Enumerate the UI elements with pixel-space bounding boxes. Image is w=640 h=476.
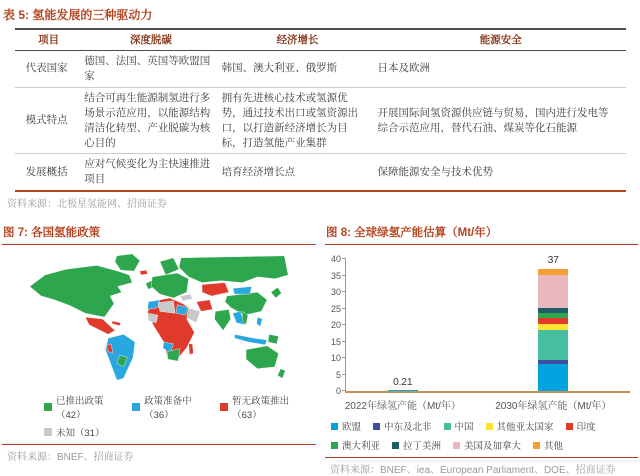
legend-label: 拉丁美洲 [403, 441, 442, 453]
table5-row-label: 发展概括 [15, 154, 82, 190]
legend-item [331, 419, 361, 433]
x-axis-category-label: 2030年绿氢产能（Mt/年） [495, 401, 612, 413]
figure7-panel [2, 224, 316, 476]
legend-item [533, 438, 563, 452]
table5-col-header: 项目 [15, 29, 82, 51]
legend-item [444, 419, 474, 433]
y-axis-tick-label: 25 [330, 303, 341, 314]
legend-item [373, 419, 432, 433]
table5-section [2, 6, 638, 210]
bar-chart-plot [330, 254, 630, 413]
table5-cell: 结合可再生能源制氢进行多场景示范应用，以能源结构清洁化转型、产业脱碳为核心目的 [82, 87, 219, 154]
table5-cell: 应对气候变化为主快速推进项目 [82, 154, 219, 190]
y-axis-tick-mark [342, 374, 346, 375]
table5-row-label: 模式特点 [15, 87, 82, 154]
legend-swatch [566, 423, 573, 430]
y-axis-tick-label: 30 [330, 287, 341, 298]
legend-item [331, 438, 380, 452]
map-legend [44, 393, 316, 439]
figure8-title: 图 8: 全球绿氢产能估算（Mt/年） [325, 224, 638, 245]
table5-col-header: 能源安全 [375, 29, 626, 51]
y-axis-tick-label: 0 [335, 386, 341, 397]
figure7-rule [2, 444, 316, 445]
stacked-bar [388, 390, 418, 391]
y-axis-tick-label: 20 [330, 320, 341, 331]
legend-row [331, 438, 638, 452]
legend-label: 印度 [576, 422, 596, 434]
legend-swatch [533, 442, 540, 449]
y-axis-tick-mark [342, 258, 346, 259]
figure8-source: 资料来源：BNEF、iea、European Parliament、DOE、招商证券 [330, 465, 616, 476]
table5 [15, 28, 626, 190]
legend-label: 已推出政策（42） [56, 396, 104, 422]
legend-item [132, 393, 205, 421]
legend-label: 美国及加拿大 [464, 441, 522, 453]
y-axis-tick-mark [342, 275, 346, 276]
legend-item [566, 419, 596, 433]
legend-swatch [44, 403, 52, 411]
table5-cell: 日本及欧洲 [377, 62, 430, 75]
figure8-panel [325, 224, 638, 476]
y-axis-tick-label: 40 [330, 254, 341, 265]
legend-swatch [486, 423, 493, 430]
legend-item [44, 393, 117, 421]
bar-segment [538, 364, 568, 391]
bar-segment [538, 330, 568, 360]
legend-row [44, 425, 316, 439]
legend-row [331, 419, 638, 433]
table5-col-header: 经济增长 [220, 29, 376, 51]
table5-cell: 拥有先进核心技术或氢源优势，通过技术出口或氢资源出口，以打造新经济增长为目标，打造氢能产业集群 [220, 87, 376, 154]
legend-swatch [44, 428, 52, 436]
legend-item [392, 438, 441, 452]
legend-label: 暂无政策推出（63） [232, 396, 290, 422]
stacked-bar [538, 269, 568, 391]
legend-swatch [331, 423, 338, 430]
y-axis-tick-mark [342, 308, 346, 309]
table-row [15, 51, 626, 88]
table5-header-row [15, 29, 626, 51]
legend-swatch [453, 442, 460, 449]
table5-cell: 韩国、澳大利亚、俄罗斯 [221, 62, 338, 75]
bar-segment [388, 390, 418, 391]
legend-label: 中国 [454, 422, 474, 434]
y-axis-tick-label: 10 [330, 353, 341, 364]
table5-row-label: 代表国家 [25, 62, 68, 75]
legend-swatch [331, 442, 338, 449]
y-axis-tick-mark [342, 341, 346, 342]
table-row [15, 154, 626, 190]
bar-segment [538, 324, 568, 331]
bar-segment [538, 275, 568, 308]
legend-item [220, 393, 301, 421]
legend-item [44, 425, 105, 439]
legend-label: 其他 [544, 441, 564, 453]
legend-label: 中东及北非 [384, 422, 432, 434]
table5-cell: 德国、法国、英国等欧盟国家 [84, 55, 211, 82]
legend-row [44, 393, 316, 421]
bar-total-label: 0.21 [393, 376, 413, 388]
table5-title: 表 5: 氢能发展的三种驱动力 [3, 8, 153, 22]
legend-swatch [444, 423, 451, 430]
table5-col-header: 深度脱碳 [82, 29, 219, 51]
legend-item [486, 419, 554, 433]
legend-label: 澳大利亚 [342, 441, 381, 453]
figure7-source: 资料来源：BNEF、招商证券 [7, 452, 134, 464]
legend-swatch [373, 423, 380, 430]
legend-swatch [132, 403, 140, 411]
y-axis-tick-label: 35 [330, 270, 341, 281]
figures-row [2, 224, 638, 476]
legend-label: 政策准备中（36） [144, 396, 192, 422]
world-map-box [22, 252, 316, 391]
legend-item [453, 438, 521, 452]
y-axis-tick-mark [342, 357, 346, 358]
world-map [22, 252, 294, 386]
y-axis-tick-mark [342, 291, 346, 292]
figure8-rule [325, 457, 638, 458]
legend-swatch [220, 403, 228, 411]
table-row [15, 87, 626, 154]
y-axis-tick-mark [342, 390, 346, 391]
y-axis-tick-label: 15 [330, 336, 341, 347]
bar-total-label: 37 [547, 255, 559, 267]
y-axis-tick-label: 5 [335, 369, 341, 380]
table5-source: 资料来源：北极星氢能网、招商证券 [7, 199, 167, 211]
table5-cell: 开展国际间氢资源供应链与贸易，国内进行发电等综合示范应用，替代石油、煤炭等化石能源 [375, 87, 626, 154]
chart-legend [331, 419, 638, 452]
legend-swatch [392, 442, 399, 449]
legend-label: 未知（31） [56, 428, 105, 440]
x-axis-category-label: 2022年绿氢产能（Mt/年） [344, 401, 461, 413]
legend-label: 欧盟 [342, 422, 362, 434]
legend-label: 其他亚太国家 [496, 422, 554, 434]
bar-chart [325, 249, 638, 413]
table5-wrap [15, 28, 626, 192]
figure7-title: 图 7: 各国氢能政策 [2, 224, 316, 245]
table5-cell: 培育经济增长点 [220, 154, 376, 190]
y-axis-tick-mark [342, 324, 346, 325]
table5-cell: 保障能源安全与技术优势 [375, 154, 626, 190]
